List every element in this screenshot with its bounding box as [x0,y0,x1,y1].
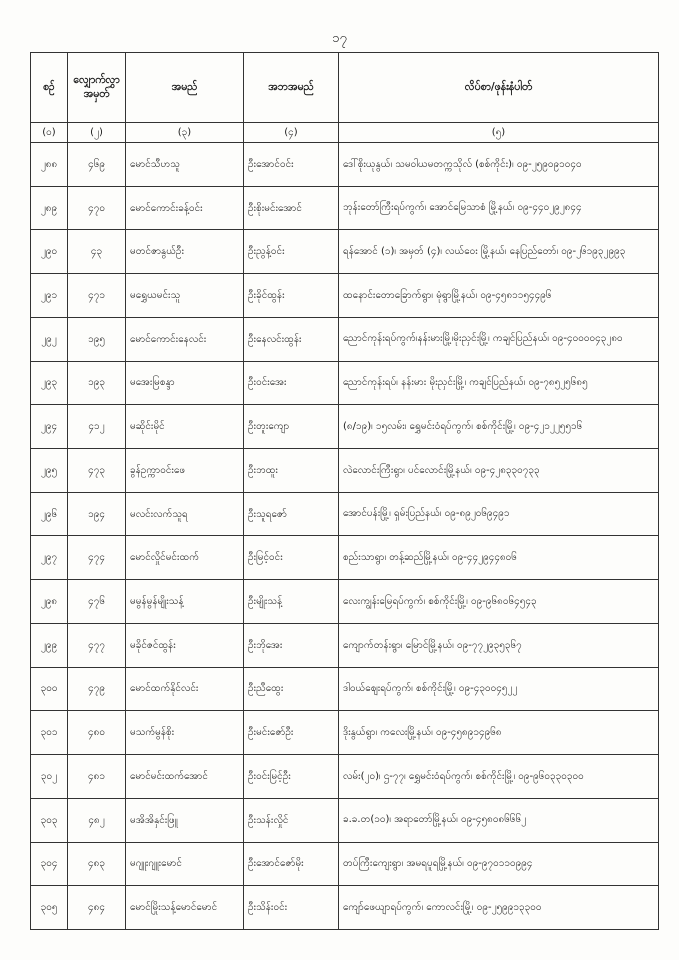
address-cell: ကျော်ဖေယျာရပ်ကွက်၊ ကောလင်းမြို့၊ ၀၉-၂၅၉၉၁၃၃၀၀ [339,886,659,930]
address-cell: ကျောက်တန်းရွာ၊ မြောင်မြို့နယ်၊ ၀၉-၇၇၂၉၃၅၃၆၇ [339,623,659,667]
name-cell: မောင်ကောင်းနေလင်း [126,317,244,361]
address-cell: ဒါဝယ်ဈေးရပ်ကွက်၊ စစ်ကိုင်းမြို့၊ ၀၉-၄၃၀၀၄၅၂၂ [339,667,659,711]
header-name: အမည် [126,53,244,123]
address-cell: ဘုန်းတော်ကြီးရပ်ကွက်၊ အောင်မြေသာစံ မြို့နယ်၊ ၀၉-၄၄၀၂၉၂၈၄၄ [339,186,659,230]
application-no-cell: ၄၇၇ [68,623,126,667]
application-no-cell: ၄၁၂ [68,405,126,449]
application-no-cell: ၄၆၉ [68,143,126,187]
application-no-cell: ၄၈၄ [68,886,126,930]
name-cell: မမွန်မွန်မျိုးသန့် [126,580,244,624]
father-name-cell: ဦးမျိုးသန့် [244,580,339,624]
table-row [31,405,659,449]
name-cell: မခိုင်ဇင်ထွန်း [126,623,244,667]
header-row [31,53,659,123]
serial-cell: ၃၀၅ [31,886,68,930]
name-cell: မောင်မင်းထက်အောင် [126,755,244,799]
serial-cell: ၂၉၃ [31,361,68,405]
serial-cell: ၃၀၃ [31,798,68,842]
table-row [31,143,659,187]
father-name-cell: ဦးမင်းဇော်ဦး [244,711,339,755]
father-name-cell: ဦးသန်းလှိုင် [244,798,339,842]
serial-cell: ၂၉၄ [31,405,68,449]
serial-cell: ၂၉၅ [31,449,68,493]
application-no-cell: ၄၇၉ [68,667,126,711]
father-name-cell: ဦးဝင်းအေး [244,361,339,405]
father-name-cell: ဦးဘိုအေး [244,623,339,667]
application-no-cell: ၁၉၅ [68,317,126,361]
serial-cell: ၃၀၄ [31,842,68,886]
father-name-cell: ဦးအောင်ဝင်း [244,143,339,187]
father-name-cell: ဦးညွန့်ဝင်း [244,230,339,274]
table-row [31,580,659,624]
table-body [31,143,659,930]
column-number: (၄) [244,123,339,143]
father-name-cell: ဦးအောင်ဇော်မိုး [244,842,339,886]
serial-cell: ၂၉၂ [31,317,68,361]
serial-cell: ၂၉၇ [31,536,68,580]
name-cell: မအေးမြစန္ဒာ [126,361,244,405]
page-number: ၁၇ [332,31,347,46]
serial-cell: ၃၀၁ [31,711,68,755]
address-cell: ဒေါ်စိုးယုနွယ်၊ သမဝါယမတက္ကသိုလ် (စစ်ကိုင်း)၊ ၀၉-၂၅၉၀၉၁၀၄၀ [339,143,659,187]
serial-cell: ၂၉၉ [31,623,68,667]
name-cell: မောင်ကောင်းခန့်ဝင်း [126,186,244,230]
serial-cell: ၂၉၈ [31,580,68,624]
table-row [31,274,659,318]
name-cell: မဆိုင်းမိုင် [126,405,244,449]
application-no-cell: ၄၈၁ [68,755,126,799]
table-row [31,842,659,886]
address-cell: ခ.ခ.တ(၁၀)၊ အရာတော်မြို့နယ်၊ ၀၉-၄၅၈၀၈၆၆၆၂ [339,798,659,842]
father-name-cell: ဦးဝင်းမြင့်ဦး [244,755,339,799]
applicant-table [30,52,659,930]
application-no-cell: ၄၇၀ [68,186,126,230]
name-cell: မလင်းလက်သူရ [126,492,244,536]
column-number: (၃) [126,123,244,143]
application-no-cell: ၁၉၄ [68,492,126,536]
table-row [31,667,659,711]
address-cell: တပ်ကြီးကျေးရွာ၊ အမရပူရမြို့နယ်၊ ၀၉-၉၇၀၁၁၀၉၉၄ [339,842,659,886]
father-name-cell: ဦးတူးကျော [244,405,339,449]
address-cell: အောင်ပန်းမြို့၊ ရှမ်းပြည်နယ်၊ ၀၉-၈၉၂၀၆၉၄၉၁ [339,492,659,536]
header-application-no: လျှောက်လွှာ အမှတ် [68,53,126,123]
column-number: (၂) [68,123,126,143]
table-row [31,449,659,493]
application-no-cell: ၄၈၀ [68,711,126,755]
name-cell: မောင်သီဟသူ [126,143,244,187]
address-cell: ညောင်ကုန်းရပ်၊ နန်းမား မိုးညှင်းမြို့၊ ကချင်ပြည်နယ်၊ ၀၉-၇၈၅၂၅၆၈၅ [339,361,659,405]
column-number: (၅) [339,123,659,143]
application-no-cell: ၄၇၁ [68,274,126,318]
column-number-row [31,123,659,143]
serial-cell: ၂၉၁ [31,274,68,318]
address-cell: လေးကျွန်းမြေရပ်ကွက်၊ စစ်ကိုင်းမြို့၊ ၀၉-၉၆၈၀၆၄၅၄၃ [339,580,659,624]
name-cell: မရွှေယမင်းသူ [126,274,244,318]
table-row [31,755,659,799]
table-row [31,711,659,755]
address-cell: ဒိုးနွယ်ရွာ၊ ကလေးမြို့နယ်၊ ၀၉-၄၅၈၉၁၄၉၆၈ [339,711,659,755]
father-name-cell: ဦးဘထူး [244,449,339,493]
application-no-cell: ၄၈၃ [68,842,126,886]
serial-cell: ၃၀၀ [31,667,68,711]
table-row [31,230,659,274]
address-cell: လမ်း(၂၀)၊ ဌ-၇၇၊ ရွှေမင်းဝံရပ်ကွက်၊ စစ်ကိုင်းမြို့၊ ၀၉-၉၆၀၃၃၀၃၀၀ [339,755,659,799]
application-no-cell: ၄၇၃ [68,449,126,493]
name-cell: မတင်ဇာနွယ်ဦး [126,230,244,274]
name-cell: မောင်ထက်နိုင်လင်း [126,667,244,711]
father-name-cell: ဦးသူရဇော် [244,492,339,536]
table-row [31,536,659,580]
table-row [31,186,659,230]
father-name-cell: ဦးမြင့်ဝင်း [244,536,339,580]
father-name-cell: ဦးစိုးမင်းအောင် [244,186,339,230]
header-serial: စဥ် [31,53,68,123]
serial-cell: ၂၉၆ [31,492,68,536]
name-cell: ခွန်ဥက္ကာဝင်းဖေ [126,449,244,493]
column-number: (၀) [31,123,68,143]
application-no-cell: ၄၃ [68,230,126,274]
name-cell: မောင်လှိုင်မင်းထက် [126,536,244,580]
application-no-cell: ၄၇၄ [68,536,126,580]
header-father-name: အဘအမည် [244,53,339,123]
serial-cell: ၂၈၉ [31,186,68,230]
header-address-phone: လိပ်စာ/ဖုန်းနံပါတ် [339,53,659,123]
name-cell: မဂျူးဂျူးမောင် [126,842,244,886]
address-cell: (၈/၁၉)၊ ၁၅လမ်း၊ ရွှေမင်းဝံရပ်ကွက်၊ စစ်ကိုင်းမြို့၊ ၀၉-၄၂၁၂၂၅၅၁၆ [339,405,659,449]
address-cell: ညောင်ကုန်းရပ်ကွက်၊နန်းမားမြို့၊မိုးညှင်းမြို့၊ ကချင်ပြည်နယ်၊ ၀၉-၄၀၀၀၀၄၃၂၈၀ [339,317,659,361]
serial-cell: ၂၈၈ [31,143,68,187]
address-cell: ထနောင်းတောခြောက်ရွာ၊ မုံရွာမြို့နယ်၊ ၀၉-၄၅၈၁၁၅၄၄၉၆ [339,274,659,318]
table-row [31,317,659,361]
application-no-cell: ၄၇၆ [68,580,126,624]
name-cell: မသက်မွန်စိုး [126,711,244,755]
table-row [31,798,659,842]
table-row [31,492,659,536]
father-name-cell: ဦးနေလင်းထွန်း [244,317,339,361]
table-row [31,886,659,930]
father-name-cell: ဦးခိုင်ထွန်း [244,274,339,318]
serial-cell: ၃၀၂ [31,755,68,799]
name-cell: မောင်မြိုးသန့်မောင်မောင် [126,886,244,930]
address-cell: ရန်အောင် (၁)၊ အမှတ် (၄)၊ လယ်ဝေး မြို့နယ်၊ နေပြည်တော်၊ ၀၉-၂၆၁၉၃၂၉၉၃ [339,230,659,274]
father-name-cell: ဦးညီထွေး [244,667,339,711]
table-row [31,623,659,667]
application-no-cell: ၁၉၃ [68,361,126,405]
address-cell: စည်းသာရွာ၊ တန့်ဆည်မြို့နယ်၊ ၀၉-၄၄၂၉၄၄၈၀၆ [339,536,659,580]
serial-cell: ၂၉၀ [31,230,68,274]
name-cell: မအိအိနှင်းဖြူ [126,798,244,842]
father-name-cell: ဦးသိန်းဝင်း [244,886,339,930]
application-no-cell: ၄၈၂ [68,798,126,842]
table-row [31,361,659,405]
address-cell: လဲလောင်းကြီးရွာ၊ ပင်လောင်းမြို့နယ်၊ ၀၉-၄၂၈၃၃၀၇၃၃ [339,449,659,493]
